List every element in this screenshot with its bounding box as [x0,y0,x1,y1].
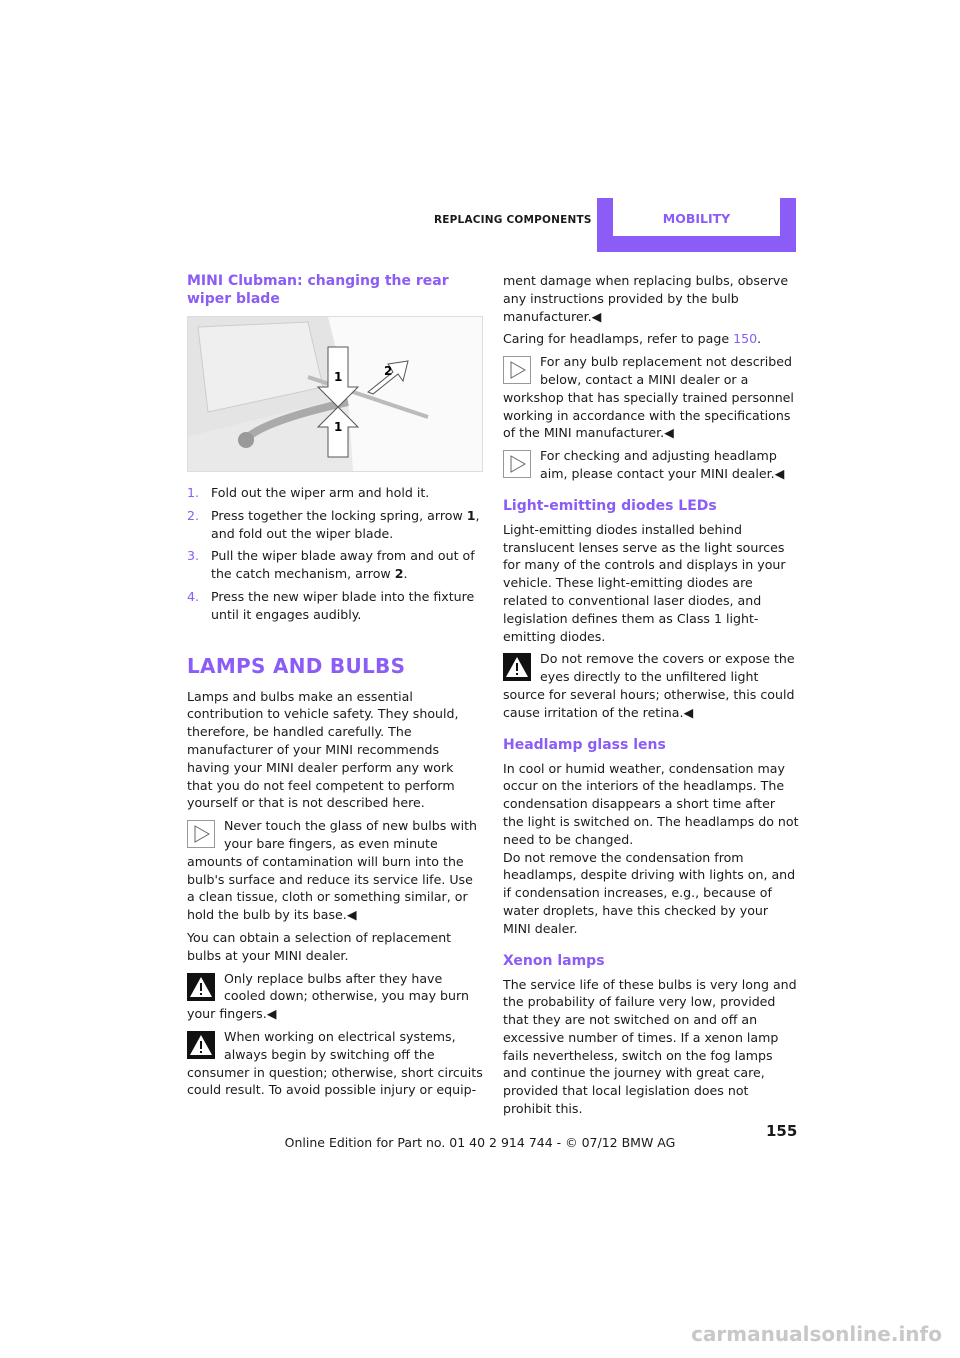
glass-text-2: Do not remove the condensation from headlamps, despite driving with lights on, and if condensation increases, e.g., because of water droplets, have this checked by your MINI dealer. [503,849,796,936]
xenon-text: The service life of these bulbs is very long and the probability of failure very low, provided that they are not switched on and off an excessive number of times. If a xenon lamp fails nevertheless, switch on the fog lamps and continue the journey with great care, provided that local legislation does not prohibit this. [503,976,797,1117]
xenon-heading: Xenon lamps [503,952,605,969]
warning-icon [187,973,215,1001]
lamps-title: LAMPS AND BULBS [187,653,406,678]
step: 3. Pull the wiper blade away from and out of the catch mechanism, arrow 2. [187,548,475,582]
wiper-heading: MINI Clubman: changing the rear wiper blade [187,273,449,307]
chapter-tab [597,198,796,252]
watermark: carmanualsonline.info [691,1322,942,1346]
note-icon [187,820,215,848]
warning-icon [503,653,531,681]
step: 4. Press the new wiper blade into the fixture until it engages audibly. [187,588,475,622]
note-icon [503,450,531,478]
page-link[interactable]: 150 [733,331,758,347]
glass-text-1: In cool or humid weather, condensation may occur on the interiors of the headlamps. The condensation disappears a short time after the light is switched on. The headlamps do not need to be changed. [503,760,799,847]
wiper-illustration [187,316,483,472]
step: 1. Fold out the wiper arm and hold it. [187,485,430,500]
note: For any bulb replacement not described below, contact a MINI dealer or a workshop that has specially trained personnel working in accordance with the specifications of the MINI manufacturer.◀ [503,354,794,441]
note: Never touch the glass of new bulbs with your bare fingers, as even minute amounts of contamination will burn into the bulb's surface and reduce its service life. Use a clean tissue, cloth or something similar, or hold the bulb by its base.◀ [187,818,478,923]
intro-text: Lamps and bulbs make an essential contribution to vehicle safety. They should, therefore, be handled carefully. The manufacturer of your MINI recommends having your MINI dealer perform any work that you do not feel competent to perform yourself or that is not described here. [187,688,459,811]
figure-label-1: 1 [334,370,343,384]
led-heading: Light-emitting diodes LEDs [503,497,717,514]
chapter-label: MOBILITY [662,211,731,226]
page-number: 155 [766,1122,798,1140]
section-header: REPLACING COMPONENTS [434,214,592,226]
bulbs-text: You can obtain a selection of replacement bulbs at your MINI dealer. [187,929,452,963]
note: For checking and adjusting headlamp aim, please contact your MINI dealer.◀ [503,447,799,483]
figure-label-1b: 1 [334,420,343,434]
step: 2. Press together the locking spring, arrow 1, and fold out the wiper blade. [187,507,480,541]
left-column [187,272,483,1104]
glass-heading: Headlamp glass lens [503,736,666,753]
warning: When working on electrical systems, always begin by switching off the consumer in question; otherwise, short circuits could result. To avoid possible injury or equip- [187,1028,483,1098]
wiper-steps [187,484,483,624]
caring-text: Caring for headlamps, refer to page 150. [503,331,762,347]
continued-text: ment damage when replacing bulbs, observe any instructions provided by the bulb manufacturer.◀ [503,273,789,324]
figure-label-2: 2 [384,364,393,378]
note-icon [503,356,531,384]
right-column [503,272,799,1123]
warning-icon [187,1031,215,1059]
warning: Do not remove the covers or expose the eyes directly to the unfiltered light source for several hours; otherwise, this could cause irritation of the retina.◀ [503,651,795,720]
warning: Only replace bulbs after they have cooled down; otherwise, you may burn your fingers.◀ [187,970,469,1022]
led-text: Light-emitting diodes installed behind translucent lenses serve as the light sources for many of the controls and displays in your vehicle. These light-emitting diodes are related to conventional laser diodes, and legislation defines them as Class 1 light-emitting diodes. [503,521,786,644]
footer: Online Edition for Part no. 01 40 2 914 744 - © 07/12 BMW AG [284,1135,676,1150]
